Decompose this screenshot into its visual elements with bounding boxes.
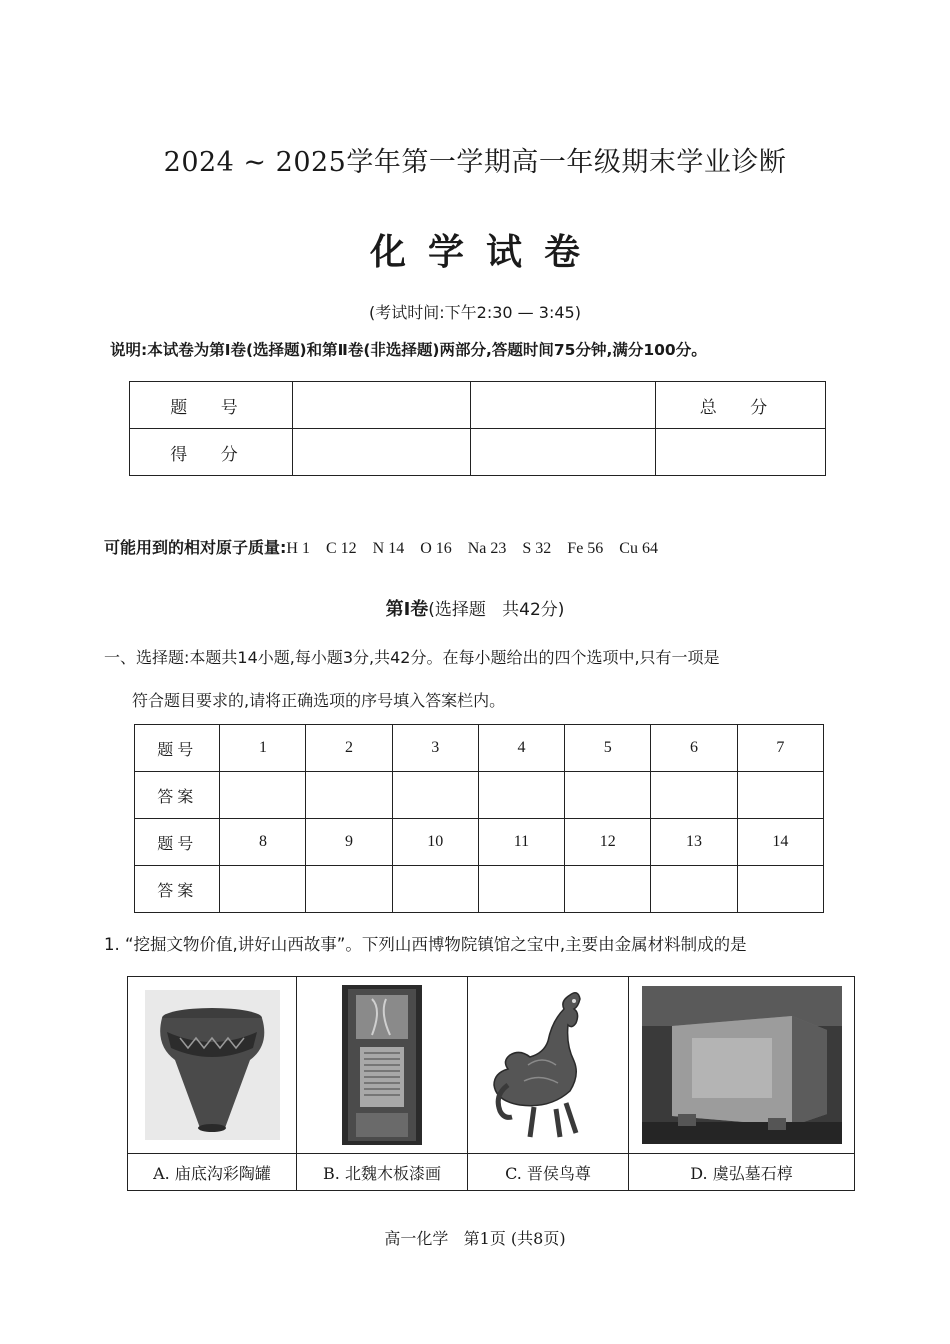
answer-cell	[306, 866, 392, 913]
atomic-masses-values: H 1 C 12 N 14 O 16 Na 23 S 32 Fe 56 Cu 64	[286, 540, 658, 557]
section1-line1: 一、选择题:本题共14小题,每小题3分,共42分。在每小题给出的四个选项中,只有一项是	[104, 648, 720, 667]
answer-table-answer-label: 答案	[135, 866, 220, 913]
score-cell	[471, 429, 656, 476]
question-1-stem: 1. “挖掘文物价值,讲好山西故事”。下列山西博物院镇馆之宝中,主要由金属材料制成的是	[104, 935, 747, 954]
section1-line2: 符合题目要求的,请将正确选项的序号填入答案栏内。	[132, 691, 506, 710]
answer-cell	[220, 772, 306, 819]
question-number-cell: 14	[737, 819, 823, 866]
exam-header-title: 2024 ~ 2025学年第一学期高一年级期末学业诊断	[163, 147, 787, 178]
answer-cell	[651, 772, 737, 819]
score-table-score-label: 得 分	[130, 429, 293, 476]
question-number-cell: 3	[392, 725, 478, 772]
stone-sarcophagus-image	[642, 986, 842, 1144]
score-table-question-label: 题 号	[130, 382, 293, 429]
question-number-cell: 4	[478, 725, 564, 772]
answer-table-answer-label: 答案	[135, 772, 220, 819]
section1-intro	[104, 636, 864, 722]
option-d-label: D. 虞弘墓石椁	[629, 1154, 855, 1191]
answer-cell	[392, 772, 478, 819]
option-b-image-cell	[297, 977, 468, 1154]
question-number-cell: 5	[565, 725, 651, 772]
option-a-image-cell	[128, 977, 297, 1154]
score-cell	[656, 429, 826, 476]
answer-cell	[565, 772, 651, 819]
painted-pottery-jar-image	[145, 990, 280, 1140]
question-number-cell: 9	[306, 819, 392, 866]
answer-cell	[478, 866, 564, 913]
answer-cell	[392, 866, 478, 913]
question-number-cell: 11	[478, 819, 564, 866]
question-number-cell: 13	[651, 819, 737, 866]
option-c-image-cell	[468, 977, 629, 1154]
answer-cell	[737, 772, 823, 819]
bird-shaped-zun-image	[488, 985, 608, 1145]
artifact-table	[127, 976, 855, 1191]
score-cell	[293, 429, 471, 476]
question-number-cell: 2	[306, 725, 392, 772]
atomic-masses-label: 可能用到的相对原子质量:	[104, 538, 287, 557]
question-number-cell: 7	[737, 725, 823, 772]
score-cell	[293, 382, 471, 429]
score-table	[129, 381, 826, 476]
option-b-label: B. 北魏木板漆画	[297, 1154, 468, 1191]
option-c-label: C. 晋侯鸟尊	[468, 1154, 629, 1191]
option-a-label: A. 庙底沟彩陶罐	[128, 1154, 297, 1191]
answer-cell	[565, 866, 651, 913]
exam-instruction: 说明:本试卷为第Ⅰ卷(选择题)和第Ⅱ卷(非选择题)两部分,答题时间75分钟,满分100分。	[110, 341, 707, 359]
lacquer-wood-panel-image	[342, 985, 422, 1145]
part1-title	[0, 595, 950, 621]
answer-cell	[220, 866, 306, 913]
subject-title: 化学试卷	[369, 231, 602, 273]
question-number-cell: 10	[392, 819, 478, 866]
atomic-masses	[104, 535, 658, 558]
part1-title-sub: (选择题 共42分)	[428, 600, 565, 620]
question-number-cell: 8	[220, 819, 306, 866]
question-number-cell: 1	[220, 725, 306, 772]
answer-cell	[651, 866, 737, 913]
answer-cell	[306, 772, 392, 819]
answer-cell	[737, 866, 823, 913]
score-cell	[471, 382, 656, 429]
option-d-image-cell	[629, 977, 855, 1154]
page-footer: 高一化学 第1页 (共8页)	[384, 1229, 566, 1248]
exam-time: (考试时间:下午2:30 — 3:45)	[369, 303, 581, 322]
question-number-cell: 12	[565, 819, 651, 866]
answer-table-question-label: 题号	[135, 725, 220, 772]
question-number-cell: 6	[651, 725, 737, 772]
score-table-total-label: 总 分	[656, 382, 826, 429]
part1-title-main: 第Ⅰ卷	[385, 599, 429, 620]
answer-table	[134, 724, 824, 913]
answer-table-question-label: 题号	[135, 819, 220, 866]
answer-cell	[478, 772, 564, 819]
